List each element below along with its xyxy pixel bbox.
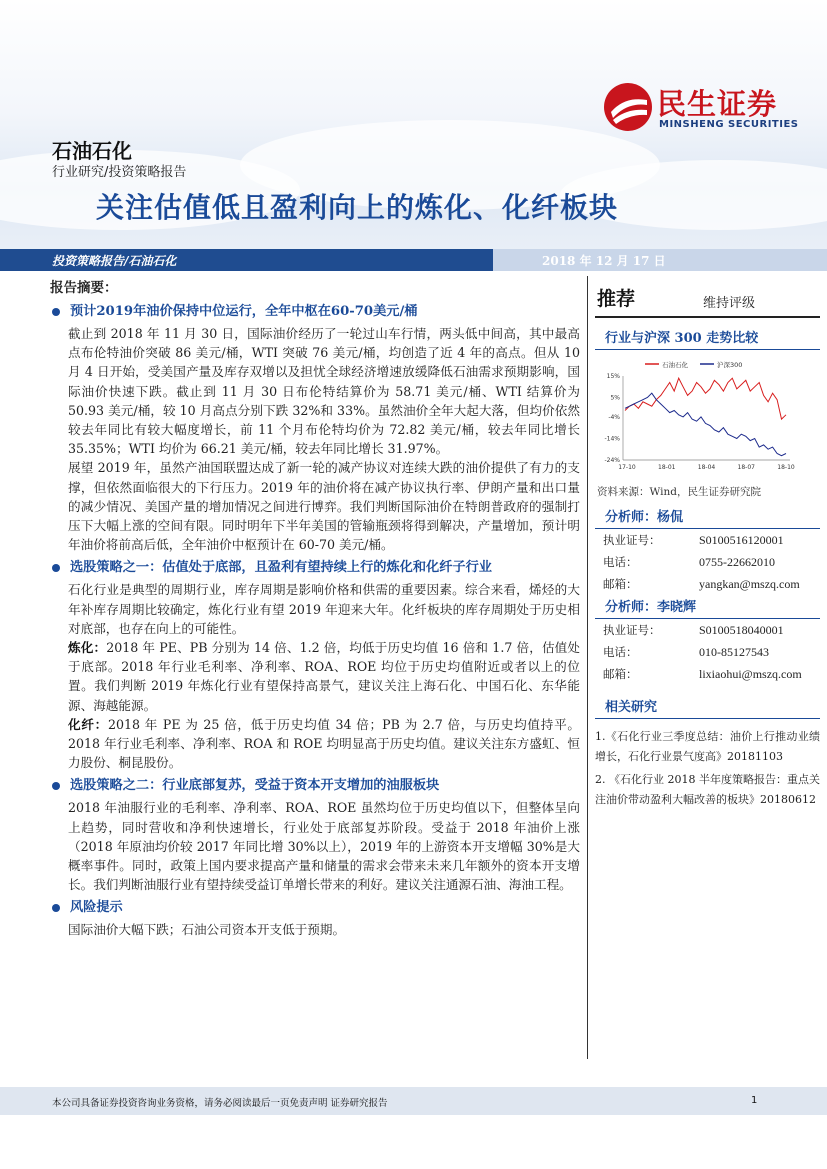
analyst-name: 李晓辉 <box>657 600 697 615</box>
related-research-heading: 相关研究 <box>595 699 820 719</box>
item-label: 炼化： <box>68 640 107 656</box>
page-number: 1 <box>751 1095 758 1106</box>
report-header <box>0 0 827 250</box>
y-tick-label: -14% <box>604 435 620 443</box>
paragraph: 石化行业是典型的周期行业，库存周期是影响价格和供需的重要因素。综合来看，烯烃的大年补库存周期比较确定，炼化行业有望 2019 年迎来大年。化纤板块的库存周期处于历史相对底部，也存在向上的可能性。 <box>68 582 580 636</box>
y-tick-label: 15% <box>606 373 620 380</box>
phone-label: 电话： <box>603 645 638 659</box>
section-heading-text: 预计2019年油价保持中位运行，全年中枢在60-70美元/桶 <box>70 304 418 319</box>
series-line <box>625 393 786 456</box>
brand-name-cn: 民生证券 <box>657 87 778 121</box>
column-divider <box>587 276 588 1059</box>
item-label: 化纤： <box>68 716 108 732</box>
x-tick-label: 18-01 <box>658 464 676 471</box>
chart-source: 资料来源：Wind，民生证券研究院 <box>597 486 761 498</box>
report-category: 投资策略报告/石油石化 <box>52 254 177 268</box>
chart-heading: 行业与沪深 300 走势比较 <box>595 330 820 350</box>
section-heading-text: 选股策略之二：行业底部复苏，受益于资本开支增加的油服板块 <box>70 778 440 794</box>
bullet-icon <box>52 308 60 316</box>
section-heading <box>50 302 580 322</box>
x-tick-label: 18-04 <box>697 464 716 471</box>
email-value[interactable]: lixiaohui@mszq.com <box>699 667 802 681</box>
report-date: 2018 年 12 月 17 日 <box>542 254 666 268</box>
analyst-heading <box>595 599 820 619</box>
legend-label: 石油石化 <box>662 361 688 369</box>
analyst-phone-row <box>595 551 820 573</box>
page-footer <box>0 1087 827 1115</box>
paragraph-refining <box>68 638 580 715</box>
sidebar-column <box>595 276 820 809</box>
email-label: 邮箱： <box>603 577 638 591</box>
cert-value: S0100516120001 <box>699 533 784 547</box>
report-type: 行业研究/投资策略报告 <box>52 165 187 180</box>
paragraph: 国际油价大幅下跌；石油公司资本开支低于预期。 <box>68 922 346 938</box>
related-research-item[interactable]: 2. 《石化行业 2018 半年度策略报告：重点关注油价带动盈利大幅改善的板块》20180612 <box>595 773 820 806</box>
section-heading <box>50 558 580 578</box>
analyst-phone-row <box>595 641 820 663</box>
rating-value: 推荐 <box>597 288 636 310</box>
email-value[interactable]: yangkan@mszq.com <box>699 577 800 591</box>
phone-label: 电话： <box>603 555 638 569</box>
paragraph: 展望 2019 年，虽然产油国联盟达成了新一轮的减产协议对连续大跌的油价提供了有力的支撑，但依然面临很大的下行压力。2019 年的油价将在减产协议执行率、伊朗产量和出口量的减少情况、美国产量的增加情况之间进行博弈。我们判断国际油价在特朗普政府的强制打压下大幅上涨的空间有限。同时明年下半年美国的管输瓶颈将得到解决，产量增加，预计明年油价将前高后低，全年油价中枢预计在 60-70 美元/桶。 <box>68 460 580 553</box>
section-heading-text: 选股策略之一：估值处于底部，且盈利有望持续上行的炼化和化纤子行业 <box>70 560 492 576</box>
cert-label: 执业证号： <box>603 533 661 547</box>
related-research-item[interactable]: 1.《石化行业三季度总结：油价上行推动业绩增长，石化行业景气度高》20181103 <box>595 730 820 763</box>
cert-value: S0100518040001 <box>699 623 784 637</box>
phone-value: 010-85127543 <box>699 645 769 659</box>
x-tick-label: 18-10 <box>777 464 795 471</box>
item-text: 2018 年 PE 为 25 倍，低于历史均值 34 倍；PB 为 2.7 倍，与历史均值持平。2018 年行业毛利率、净利率、ROA 和 ROE 均明显高于历史均值。建议关注东方盛虹、恒力股份、桐昆股份。 <box>68 716 581 771</box>
y-tick-label: -4% <box>608 413 620 421</box>
bullet-icon <box>52 564 60 572</box>
email-label: 邮箱： <box>603 667 638 681</box>
analyst-email-row <box>595 663 820 685</box>
item-text: 2018 年 PE、PB 分别为 14 倍、1.2 倍，均低于历史均值 16 倍和 1.7 倍，估值处于底部。2018 年行业毛利率、净利率、ROA、ROE 均位于历史均值附近或者以上的位置。我们判断 2019 年炼化行业有望保持高景气，建议关注上海石化、中国石化、东华能源、海越能源。 <box>68 640 580 713</box>
summary-column <box>50 276 580 940</box>
trend-chart <box>595 356 820 480</box>
y-tick-label: 5% <box>610 394 620 402</box>
report-title: 关注估值低且盈利向上的炼化、化纤板块 <box>96 191 619 224</box>
section-heading <box>50 898 580 918</box>
section-heading-text: 风险提示 <box>70 900 123 916</box>
series-line <box>625 378 786 419</box>
footer-disclaimer: 本公司具备证券投资咨询业务资格，请务必阅读最后一页免责声明 证券研究报告 <box>52 1098 388 1109</box>
category-bar <box>0 249 827 271</box>
rating-note: 维持评级 <box>703 296 756 311</box>
analyst-cert-row <box>595 619 820 641</box>
x-tick-label: 17-10 <box>618 464 636 471</box>
related-research-list <box>595 727 820 809</box>
legend-label: 沪深300 <box>717 361 743 369</box>
analyst-heading <box>595 509 820 529</box>
analyst-label: 分析师： <box>605 600 658 615</box>
rating-box <box>595 276 820 318</box>
section-heading <box>50 776 580 796</box>
paragraph: 截止到 2018 年 11 月 30 日，国际油价经历了一轮过山车行情，两头低中间高，其中最高点布伦特油价突破 86 美元/桶，WTI 突破 76 美元/桶，均创造了近 4 年的高点。但从 10 月 4 日开始，受美国产量及库存双增以及担忧全球经济增速放缓降低石油需求预期影响，国际油价快速下跌。截止到 11 月 30 日布伦特结算价为 58.71 美元/桶、WTI 结算价为 50.93 美元/桶，较 10 月高点分别下跌 32%和 33%。虽然油价全年大起大落，但均价依然较去年同比有较大幅度增长，前 11 个月布伦特均价为 72.82 美元/桶，较去年同比增长 35.35%；WTI 均价为 66.21 美元/桶，较去年同比增长 31.97%。 <box>68 326 580 457</box>
minsheng-logo-icon <box>603 82 653 132</box>
y-tick-label: -24% <box>604 457 620 464</box>
analyst-name: 杨侃 <box>657 510 684 525</box>
cert-label: 执业证号： <box>603 623 661 637</box>
summary-label: 报告摘要： <box>50 280 118 296</box>
analyst-cert-row <box>595 529 820 551</box>
minsheng-logo <box>603 82 823 138</box>
analyst-label: 分析师： <box>605 510 658 525</box>
paragraph: 2018 年油服行业的毛利率、净利率、ROA、ROE 虽然均位于历史均值以下，但整体呈向上趋势，同时营收和净利快速增长，行业处于底部复苏阶段。受益于 2018 年油价上涨（2018 年原油均价较 2017 年同比增 30%以上），2019 年的上游资本开支增幅 30%是大概率事件。同时，政策上国内要求提高产量和储量的需求会带来未来几年额外的资本开支增长。我们判断油服行业有望持续受益订单增长带来的利好。建议关注通源石油、海油工程。 <box>68 800 580 893</box>
bullet-icon <box>52 782 60 790</box>
trend-chart-svg <box>595 356 820 480</box>
brand-name-en: MINSHENG SECURITIES <box>659 119 799 130</box>
paragraph-fiber <box>68 715 580 773</box>
phone-value: 0755-22662010 <box>699 555 775 569</box>
bullet-icon <box>52 904 60 912</box>
analyst-email-row <box>595 573 820 595</box>
x-tick-label: 18-07 <box>737 464 755 471</box>
sector-title: 石油石化 <box>52 139 132 163</box>
